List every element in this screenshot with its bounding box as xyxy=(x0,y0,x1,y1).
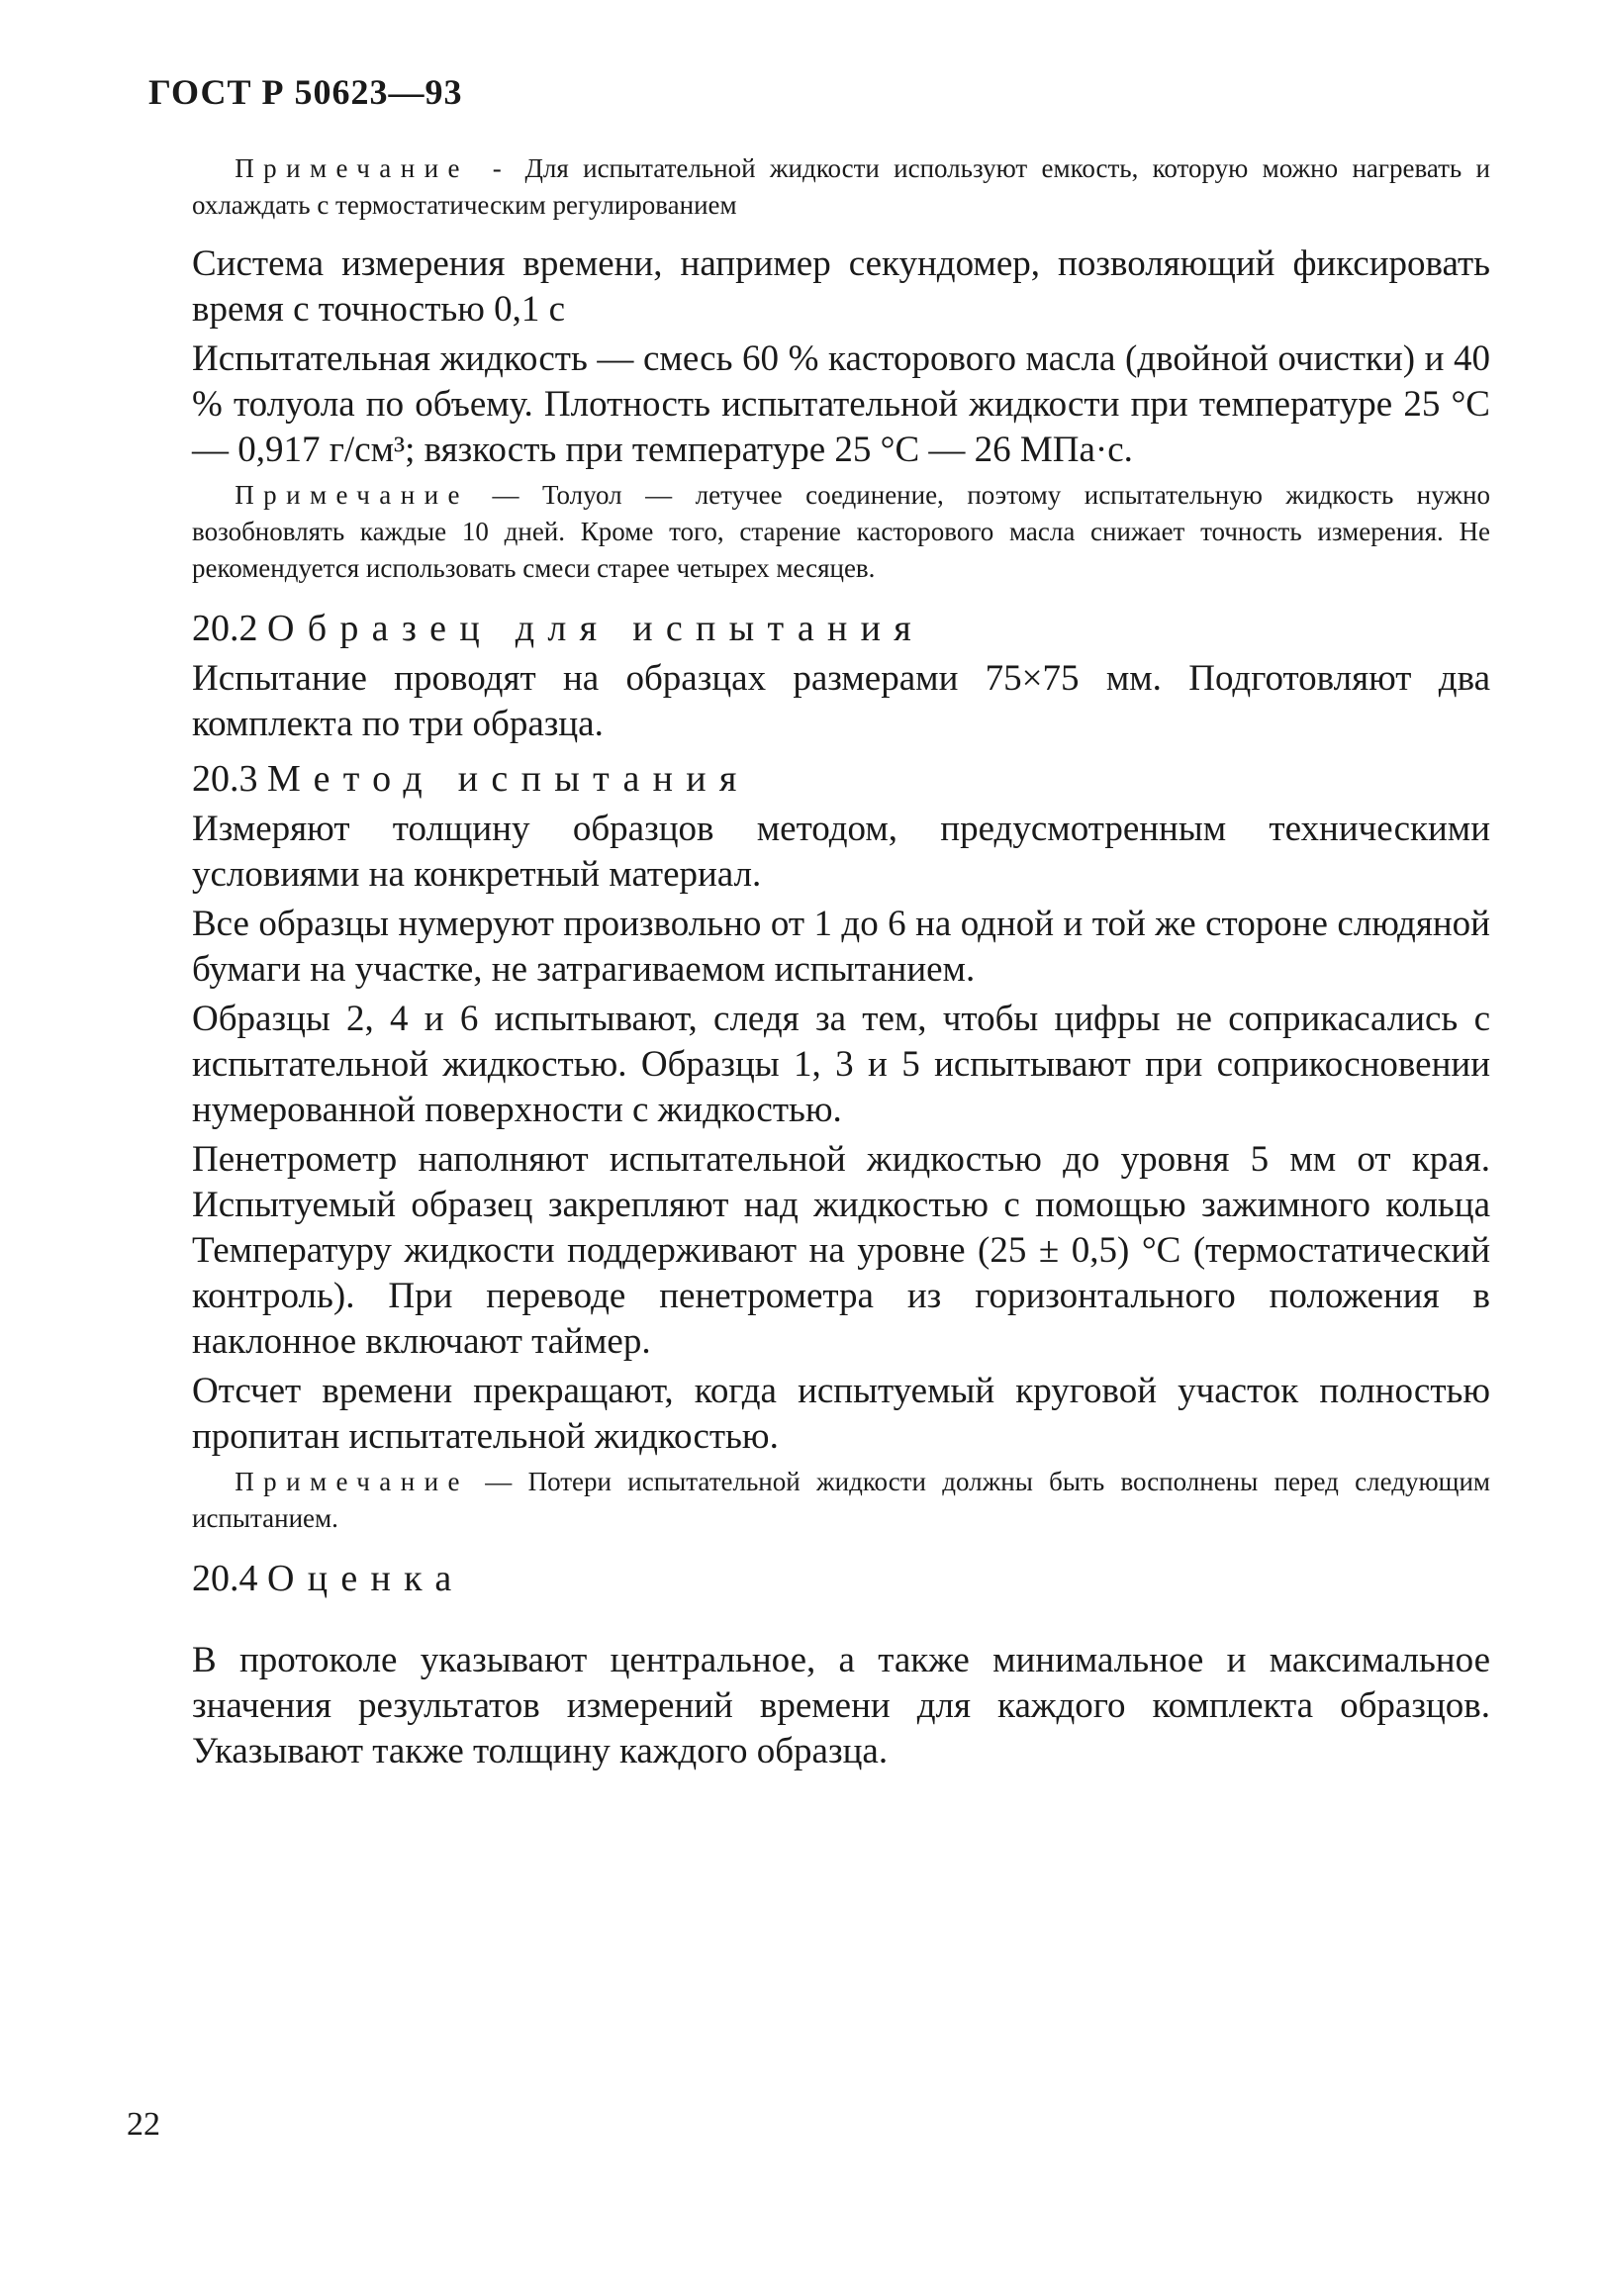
paragraph-penetrometer: Пенетрометр наполняют испытательной жидкостью до уровня 5 мм от края. Испытуемый образец закрепляют над жидкостью с помощью зажимного кольца Температуру жидкости поддерживают на уровне (25 ± 0,5) °С (термостатический контроль). При переводе пенетрометра из горизонтального положения в наклонное включают таймер. xyxy=(192,1139,1490,1362)
section-title: Метод испытания xyxy=(267,758,750,800)
note-text: — Потери испытательной жидкости должны быть восполнены перед следующим испытанием. xyxy=(192,1467,1490,1533)
section-heading-20-4 xyxy=(192,1555,1490,1602)
section-title: Образец для испытания xyxy=(267,608,925,649)
paragraph-testing-order: Образцы 2, 4 и 6 испытывают, следя за тем, чтобы цифры не соприкасались с испытательной жидкостью. Образцы 1, 3 и 5 испытывают при соприкосновении нумерованной поверхности с жидкостью. xyxy=(192,999,1490,1130)
note-text: Для испытательной жидкости используют емкость, которую можно нагревать и охлаждать с термостатическим регулированием xyxy=(192,153,1490,220)
note-lead: Примечание xyxy=(235,480,469,510)
note-lead: Примечание xyxy=(235,1467,469,1496)
section-number: 20.3 xyxy=(192,758,258,800)
note-liquid-loss xyxy=(192,1464,1490,1537)
document-header: ГОСТ Р 50623—93 xyxy=(148,72,463,112)
section-heading-20-3 xyxy=(192,755,1490,803)
paragraph-report: В протоколе указывают центральное, а также минимальное и максимальное значения результатов измерений времени для каждого комплекта образцов. Указывают также толщину каждого образца. xyxy=(192,1640,1490,1771)
paragraph-thickness: Измеряют толщину образцов методом, предусмотренным техническими условиями на конкретный материал. xyxy=(192,809,1490,895)
page-content xyxy=(192,150,1490,1778)
section-heading-20-2 xyxy=(192,605,1490,652)
paragraph-time-system: Система измерения времени, например секундомер, позволяющий фиксировать время с точностью 0,1 с xyxy=(192,243,1490,330)
page-number: 22 xyxy=(127,2106,160,2143)
section-title: Оценка xyxy=(267,1558,465,1599)
section-number: 20.4 xyxy=(192,1558,258,1599)
paragraph-stop-timing: Отсчет времени прекращают, когда испытуемый круговой участок полностью пропитан испытательной жидкостью. xyxy=(192,1371,1490,1457)
paragraph-specimens: Испытание проводят на образцах размерами 75×75 мм. Подготовляют два комплекта по три образца. xyxy=(192,658,1490,744)
note-lead: Примечание - xyxy=(235,153,512,183)
note-text: — Толуол — летучее соединение, поэтому испытательную жидкость нужно возобновлять каждые 10 дней. Кроме того, старение касторового масла снижает точность измерения. Не рекомендуется использовать смеси старее четырех месяцев. xyxy=(192,480,1490,583)
paragraph-numbering: Все образцы нумеруют произвольно от 1 до 6 на одной и той же стороне слюдяной бумаги на участке, не затрагиваемом испытанием. xyxy=(192,904,1490,990)
note-toluene xyxy=(192,477,1490,587)
note-heating-container xyxy=(192,150,1490,224)
section-number: 20.2 xyxy=(192,608,258,649)
paragraph-test-liquid: Испытательная жидкость — смесь 60 % касторового масла (двойной очистки) и 40 % толуола по объему. Плотность испытательной жидкости при температуре 25 °С — 0,917 г/см³; вязкость при температуре 25 °С — 26 МПа·с. xyxy=(192,338,1490,470)
